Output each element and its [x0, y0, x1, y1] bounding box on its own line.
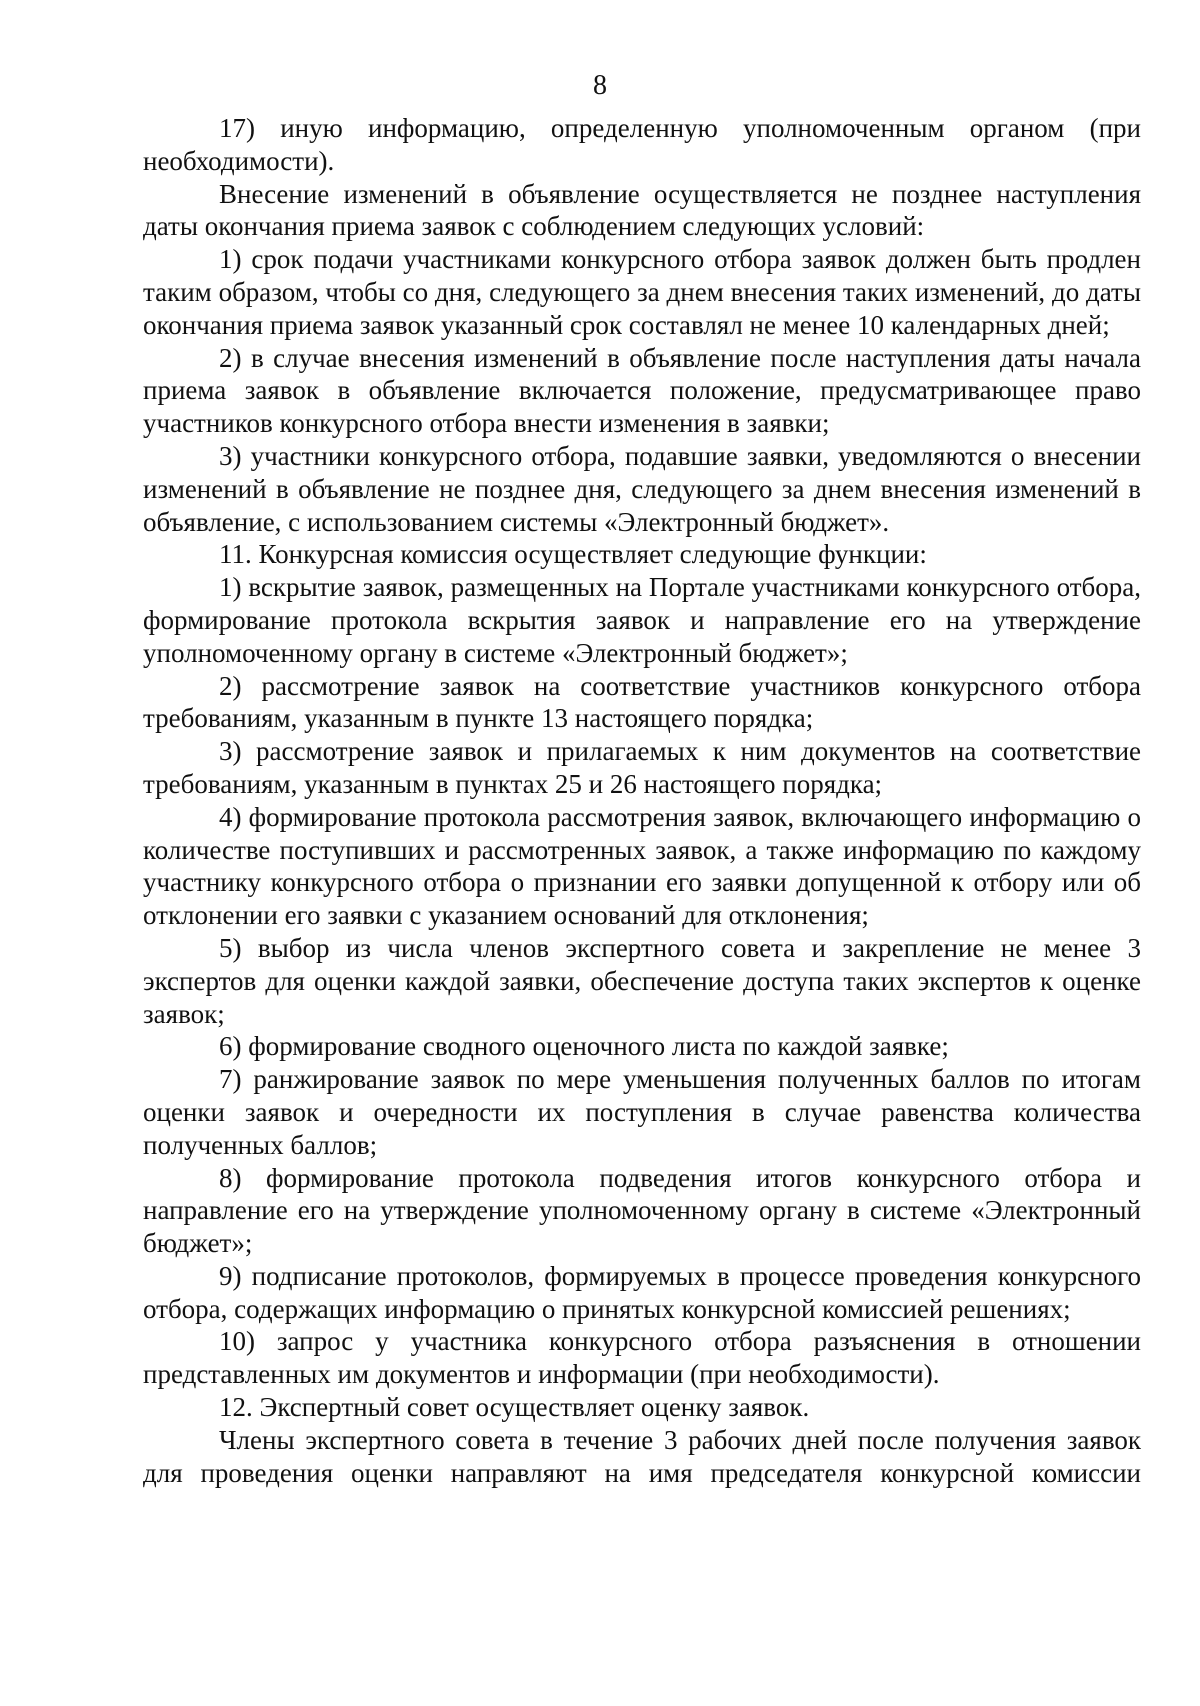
paragraph-expert-members: Члены экспертного совета в течение 3 рабочих дней после получения заявок для проведения оценки направляют на имя председателя конкурсной комиссии — [143, 1424, 1141, 1488]
paragraph-function-6: 6) формирование сводного оценочного листа по каждой заявке; — [219, 1031, 949, 1062]
paragraph-function-1: 1) вскрытие заявок, размещенных на Портале участниками конкурсного отбора, формирование протокола вскрытия заявок и направление его на утверждение уполномоченному органу в системе «Электронный бюджет»; — [143, 572, 1141, 668]
paragraph-section-12: 12. Экспертный совет осуществляет оценку заявок. — [219, 1392, 810, 1423]
paragraph-condition-2: 2) в случае внесения изменений в объявление после наступления даты начала приема заявок в объявление включается положение, предусматривающее право участников конкурсного отбора внести изменения в заявки; — [143, 342, 1141, 439]
paragraph-condition-3: 3) участники конкурсного отбора, подавшие заявки, уведомляются о внесении изменений в объявление не позднее дня, следующего за днем внесения изменений в объявление, с использованием системы «Электронный бюджет». — [143, 440, 1141, 537]
paragraph-function-2: 2) рассмотрение заявок на соответствие участников конкурсного отбора требованиям, указанным в пункте 13 настоящего порядка; — [143, 670, 1141, 734]
paragraph-function-8: 8) формирование протокола подведения итогов конкурсного отбора и направление его на утверждение уполномоченному органу в системе «Электронный бюджет»; — [143, 1162, 1141, 1259]
page-number: 8 — [593, 70, 607, 101]
document-body — [143, 112, 1141, 1489]
paragraph-function-5: 5) выбор из числа членов экспертного совета и закрепление не менее 3 экспертов для оценки каждой заявки, обеспечение доступа таких экспертов к оценке заявок; — [143, 932, 1141, 1029]
paragraph-function-3: 3) рассмотрение заявок и прилагаемых к ним документов на соответствие требованиям, указанным в пунктах 25 и 26 настоящего порядка; — [143, 736, 1141, 799]
paragraph-amendment-conditions: Внесение изменений в объявление осуществляется не позднее наступления даты окончания приема заявок с соблюдением следующих условий: — [143, 178, 1141, 242]
paragraph-function-7: 7) ранжирование заявок по мере уменьшения полученных баллов по итогам оценки заявок и очередности их поступления в случае равенства количества полученных баллов; — [143, 1064, 1141, 1160]
paragraph-17-other-information: 17) иную информацию, определенную уполномоченным органом (при необходимости). — [143, 113, 1141, 176]
paragraph-condition-1: 1) срок подачи участниками конкурсного отбора заявок должен быть продлен таким образом, чтобы со дня, следующего за днем внесения таких изменений, до даты окончания приема заявок указанный срок составлял не менее 10 календарных дней; — [143, 244, 1141, 340]
paragraph-function-9: 9) подписание протоколов, формируемых в процессе проведения конкурсного отбора, содержащих информацию о принятых конкурсной комиссией решениях; — [143, 1260, 1141, 1324]
paragraph-section-11: 11. Конкурсная комиссия осуществляет следующие функции: — [219, 539, 927, 570]
paragraph-function-4: 4) формирование протокола рассмотрения заявок, включающего информацию о количестве поступивших и рассмотренных заявок, а также информацию по каждому участнику конкурсного отбора о признании его заявки допущенной к отбору или об отклонении его заявки с указанием оснований для отклонения; — [143, 801, 1141, 931]
paragraph-function-10: 10) запрос у участника конкурсного отбора разъяснения в отношении представленных им документов и информации (при необходимости). — [143, 1326, 1141, 1390]
